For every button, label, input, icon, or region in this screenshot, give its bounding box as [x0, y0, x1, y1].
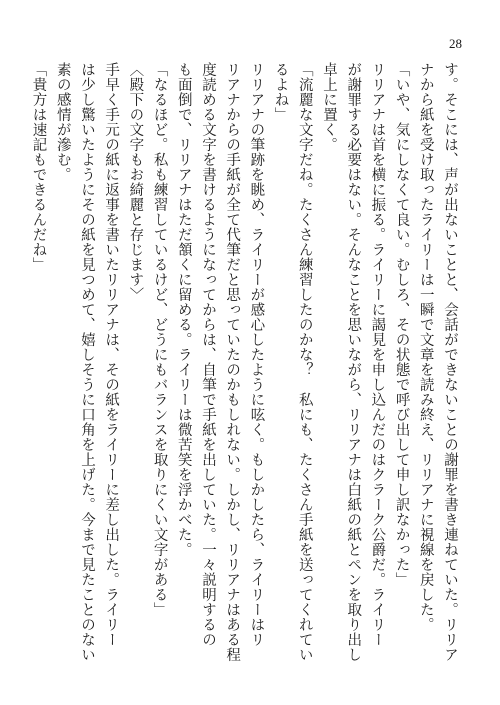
text-line: 手早く手元の紙に返事を書いたリリアナは、その紙をライリーに差し出した。ライリー [103, 62, 120, 647]
text-line: も面倒で、リリアナはただ頷くに留める。ライリーは微苦笑を浮かべた。 [175, 62, 192, 557]
text-line: 卓上に置く。 [320, 62, 337, 152]
text-line: 「いや、気にしなくて良い。むしろ、その状態で呼び出して申し訳なかった」 [393, 62, 410, 587]
text-line: るよね」 [272, 62, 289, 122]
text-line: リリアナは首を横に振る。ライリーに謁見を申し込んだのはクラーク公爵だ。ライリー [369, 62, 386, 647]
body-text [26, 62, 462, 672]
text-line: が謝罪する必要はない。そんなことを思いながら、リリアナは白紙の紙とペンを取り出し [345, 62, 362, 662]
page-number: 28 [449, 36, 462, 51]
text-line: 〈殿下の文字もお綺麗と存じます〉 [127, 62, 144, 302]
text-line: す。そこには、声が出ないことと、会話ができないことの謝罪を書き連ねていた。リリア [442, 62, 458, 662]
text-line: 「貴方は速記もできるんだね」 [30, 62, 47, 272]
text-line: 「流麗な文字だね。たくさん練習したのかな？ 私にも、たくさん手紙を送ってくれてい [296, 62, 313, 662]
text-line: 度読める文字を書けるようになってからは、自筆で手紙を出していた。一々説明するの [199, 62, 216, 647]
text-line: リアナからの手紙が全て代筆だと思っていたのかもしれない。しかし、リリアナはある程 [224, 62, 241, 662]
text-line: リリアナの筆跡を眺め、ライリーが感心したように呟く。もしかしたら、ライリーはリ [248, 62, 265, 647]
text-line: 素の感情が滲む。 [54, 62, 71, 182]
text-line: 「なるほど。私も練習しているけど、どうにもバランスを取りにくい文字がある」 [151, 62, 168, 617]
text-line: は少し驚いたようにその紙を見つめて、嬉しそうに口角を上げた。今まで見たことのない [78, 62, 95, 662]
text-line: ナから紙を受け取ったライリーは一瞬で文章を読み終え、リリアナに視線を戻した。 [417, 62, 434, 632]
